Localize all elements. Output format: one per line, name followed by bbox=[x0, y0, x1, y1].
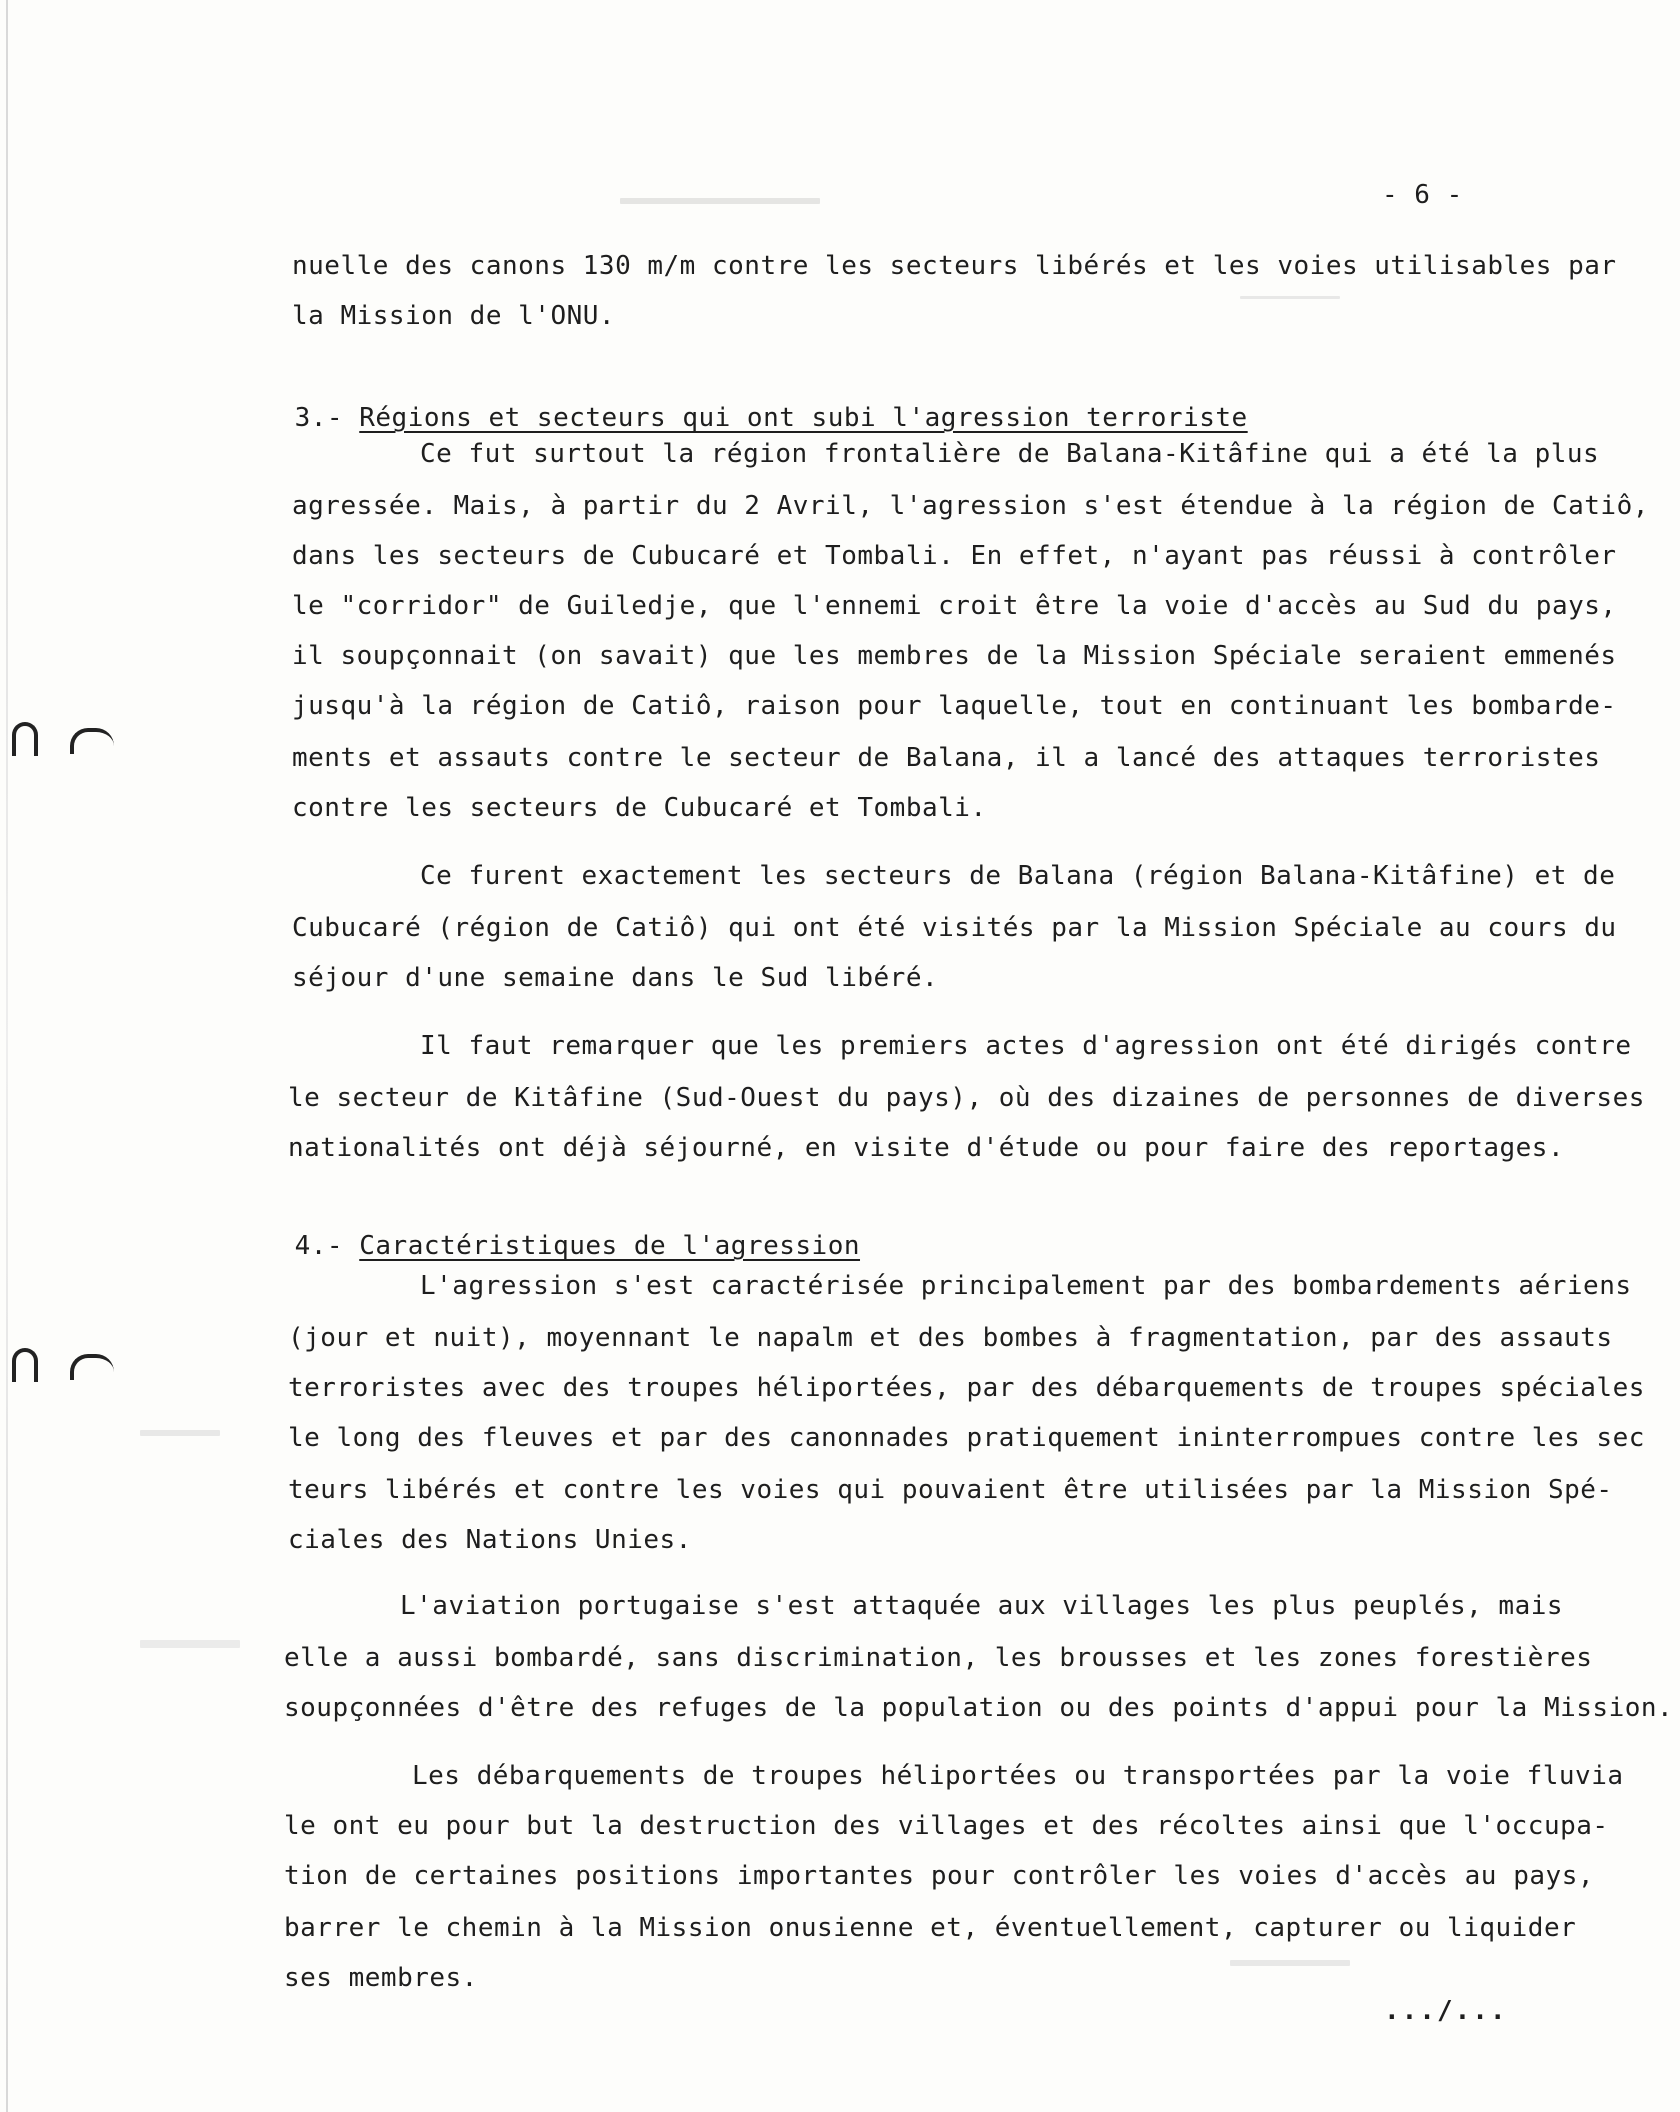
page-number: - 6 - bbox=[1382, 180, 1463, 210]
text-line: tion de certaines positions importantes pour contrôler les voies d'accès au pays, bbox=[284, 1861, 1594, 1891]
text-line: le "corridor" de Guiledje, que l'ennemi croit être la voie d'accès au Sud du pays, bbox=[292, 591, 1617, 621]
text-line: Les débarquements de troupes héliportées ou transportées par la voie fluvia bbox=[412, 1761, 1624, 1791]
text-line: elle a aussi bombardé, sans discrimination, les brousses et les zones forestières bbox=[284, 1643, 1593, 1673]
text-line: nationalités ont déjà séjourné, en visite d'étude ou pour faire des reportages. bbox=[288, 1133, 1565, 1163]
section-number: 4.- bbox=[294, 1231, 344, 1261]
text-line: le long des fleuves et par des canonnades pratiquement ininterrompues contre les sec bbox=[288, 1423, 1645, 1453]
continuation-mark: .../... bbox=[1384, 1996, 1508, 2026]
section-title: Caractéristiques de l'agression bbox=[359, 1231, 861, 1261]
margin-mark bbox=[70, 1354, 114, 1380]
scan-speck bbox=[140, 1430, 220, 1436]
text-line: teurs libérés et contre les voies qui pouvaient être utilisées par la Mission Spé- bbox=[288, 1475, 1613, 1505]
text-line: la Mission de l'ONU. bbox=[292, 301, 616, 331]
text-line: (jour et nuit), moyennant le napalm et des bombes à fragmentation, par des assauts bbox=[288, 1323, 1613, 1353]
text-line: Cubucaré (région de Catiô) qui ont été visités par la Mission Spéciale au cours du bbox=[292, 913, 1617, 943]
text-line: terroristes avec des troupes héliportées, par des débarquements de troupes spéciales bbox=[288, 1373, 1645, 1403]
text-line: le ont eu pour but la destruction des villages et des récoltes ainsi que l'occupa- bbox=[284, 1811, 1609, 1841]
text-line: agressée. Mais, à partir du 2 Avril, l'agression s'est étendue à la région de Catiô, bbox=[292, 491, 1649, 521]
scan-speck bbox=[620, 198, 820, 204]
text-line: L'aviation portugaise s'est attaquée aux villages les plus peuplés, mais bbox=[400, 1591, 1564, 1621]
text-line: L'agression s'est caractérisée principalement par des bombardements aériens bbox=[420, 1271, 1632, 1301]
text-line: Ce furent exactement les secteurs de Balana (région Balana-Kitâfine) et de bbox=[420, 861, 1616, 891]
text-line: ciales des Nations Unies. bbox=[288, 1525, 692, 1555]
text-line: il soupçonnait (on savait) que les membres de la Mission Spéciale seraient emmenés bbox=[292, 641, 1617, 671]
text-line: barrer le chemin à la Mission onusienne et, éventuellement, capturer ou liquider bbox=[284, 1913, 1577, 1943]
text-line: Il faut remarquer que les premiers actes d'agression ont été dirigés contre bbox=[420, 1031, 1632, 1061]
margin-mark bbox=[12, 1348, 38, 1382]
text-line: séjour d'une semaine dans le Sud libéré. bbox=[292, 963, 939, 993]
margin-mark bbox=[70, 728, 114, 754]
text-line: ses membres. bbox=[284, 1963, 478, 1993]
text-line: ments et assauts contre le secteur de Balana, il a lancé des attaques terroristes bbox=[292, 743, 1601, 773]
section-title: Régions et secteurs qui ont subi l'agression terroriste bbox=[359, 403, 1248, 433]
margin-mark bbox=[12, 722, 38, 756]
text-line: le secteur de Kitâfine (Sud-Ouest du pays), où des dizaines de personnes de diverses bbox=[288, 1083, 1645, 1113]
scan-speck bbox=[1230, 1960, 1350, 1966]
text-line: Ce fut surtout la région frontalière de Balana-Kitâfine qui a été la plus bbox=[420, 439, 1600, 469]
scan-speck bbox=[140, 1640, 240, 1648]
text-line: soupçonnées d'être des refuges de la population ou des points d'appui pour la Mission. bbox=[284, 1693, 1674, 1723]
scan-edge bbox=[6, 0, 8, 2112]
section-number: 3.- bbox=[294, 403, 344, 433]
text-line: nuelle des canons 130 m/m contre les secteurs libérés et les voies utilisables par bbox=[292, 251, 1617, 281]
text-line: dans les secteurs de Cubucaré et Tombali. En effet, n'ayant pas réussi à contrôler bbox=[292, 541, 1617, 571]
text-line: jusqu'à la région de Catiô, raison pour laquelle, tout en continuant les bombarde- bbox=[292, 691, 1617, 721]
text-line: contre les secteurs de Cubucaré et Tombali. bbox=[292, 793, 987, 823]
scan-speck bbox=[1240, 296, 1340, 299]
